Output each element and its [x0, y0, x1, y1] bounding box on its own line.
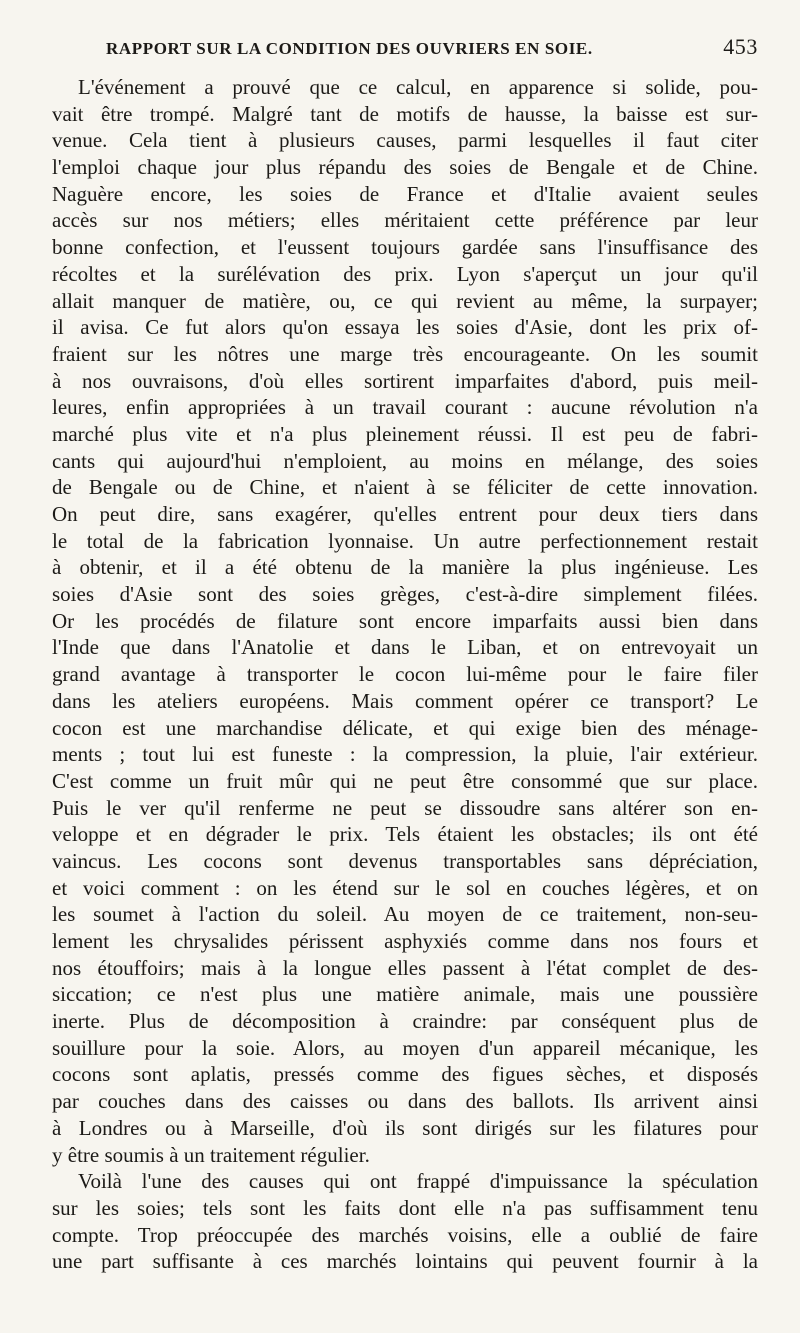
text-line: Naguère encore, les soies de France et d'Italie avaient seules: [52, 181, 758, 206]
text-line: Voilà l'une des causes qui ont frappé d'impuissance la spéculation: [78, 1169, 758, 1194]
text-line: ments ; tout lui est funeste : la compression, la pluie, l'air extérieur.: [52, 742, 758, 767]
text-line: soies d'Asie sont des soies grèges, c'est-à-dire simplement filées.: [52, 582, 758, 607]
paragraph: [52, 74, 758, 1168]
text-line: bonne confection, et l'eussent toujours gardée sans l'insuffisance des: [52, 235, 758, 260]
text-line: à nos ouvraisons, d'où elles sortirent imparfaites d'abord, puis meil-: [52, 368, 758, 393]
text-line: Puis le ver qu'il renferme ne peut se dissoudre sans altérer son en-: [52, 795, 758, 820]
text-line: allait manquer de matière, ou, ce qui revient au même, la surpayer;: [52, 288, 758, 313]
text-line: nos étouffoirs; mais à la longue elles passent à l'état complet de des-: [52, 955, 758, 980]
text-line: l'emploi chaque jour plus répandu des soies de Bengale et de Chine.: [52, 155, 758, 180]
text-line: Or les procédés de filature sont encore imparfaits aussi bien dans: [52, 608, 758, 633]
text-line: cants qui aujourd'hui n'emploient, au moins en mélange, des soies: [52, 448, 758, 473]
running-title: RAPPORT SUR LA CONDITION DES OUVRIERS EN SOIE.: [106, 39, 593, 58]
text-line: l'Inde que dans l'Anatolie et dans le Liban, et on entrevoyait un: [52, 635, 758, 660]
text-line: les soumet à l'action du soleil. Au moyen de ce traitement, non-seu-: [52, 902, 758, 927]
text-line: grand avantage à transporter le cocon lui-même pour le faire filer: [52, 662, 758, 687]
body-text: [52, 74, 758, 1275]
text-line: y être soumis à un traitement régulier.: [52, 1142, 370, 1167]
text-line: On peut dire, sans exagérer, qu'elles entrent pour deux tiers dans: [52, 502, 758, 526]
text-line: marché plus vite et n'a plus pleinement réussi. Il est peu de fabri-: [52, 421, 758, 446]
text-line: à obtenir, et il a été obtenu de la manière la plus ingénieuse. Les: [52, 555, 758, 580]
text-line: souillure pour la soie. Alors, au moyen d'un appareil mécanique, les: [52, 1035, 758, 1060]
page-number: 453: [723, 34, 758, 59]
paragraph: [52, 1168, 758, 1275]
text-line: il avisa. Ce fut alors qu'on essaya les soies d'Asie, dont les prix of-: [52, 315, 758, 340]
text-line: dans les ateliers européens. Mais comment opérer ce transport? Le: [52, 688, 758, 713]
text-line: une part suffisante à ces marchés lointains qui peuvent fournir à la: [52, 1249, 758, 1274]
text-line: accès sur nos métiers; elles méritaient cette préférence par leur: [52, 208, 758, 233]
text-line: vaincus. Les cocons sont devenus transportables sans dépréciation,: [52, 848, 758, 873]
text-line: vait être trompé. Malgré tant de motifs de hausse, la baisse est sur-: [52, 101, 758, 126]
running-head: [52, 34, 758, 66]
text-line: sur les soies; tels sont les faits dont elle n'a pas suffisamment tenu: [52, 1195, 758, 1220]
text-line: de Bengale ou de Chine, et n'aient à se féliciter de cette innovation.: [52, 475, 758, 500]
text-line: leures, enfin appropriées à un travail courant : aucune révolution n'a: [52, 395, 758, 420]
text-line: venue. Cela tient à plusieurs causes, parmi lesquelles il faut citer: [52, 128, 758, 153]
text-line: siccation; ce n'est plus une matière animale, mais une poussière: [52, 982, 758, 1007]
text-line: inerte. Plus de décomposition à craindre: par conséquent plus de: [52, 1009, 758, 1034]
text-line: cocons sont aplatis, pressés comme des figues sèches, et disposés: [52, 1062, 758, 1087]
text-line: à Londres ou à Marseille, d'où ils sont dirigés sur les filatures pour: [52, 1115, 758, 1140]
text-line: cocon est une marchandise délicate, et qui exige bien des ménage-: [52, 715, 758, 740]
text-line: compte. Trop préoccupée des marchés voisins, elle a oublié de faire: [52, 1222, 758, 1247]
text-line: lement les chrysalides périssent asphyxiés comme dans nos fours et: [52, 929, 758, 953]
text-line: et voici comment : on les étend sur le sol en couches légères, et on: [52, 875, 758, 900]
text-line: récoltes et la surélévation des prix. Lyon s'aperçut un jour qu'il: [52, 261, 758, 286]
text-line: L'événement a prouvé que ce calcul, en apparence si solide, pou-: [78, 75, 758, 99]
text-line: le total de la fabrication lyonnaise. Un autre perfectionnement restait: [52, 528, 758, 553]
text-line: C'est comme un fruit mûr qui ne peut être consommé que sur place.: [52, 768, 758, 793]
text-line: par couches dans des caisses ou dans des ballots. Ils arrivent ainsi: [52, 1089, 758, 1114]
text-line: fraient sur les nôtres une marge très encourageante. On les soumit: [52, 341, 758, 366]
text-line: veloppe et en dégrader le prix. Tels étaient les obstacles; ils ont été: [52, 822, 758, 847]
